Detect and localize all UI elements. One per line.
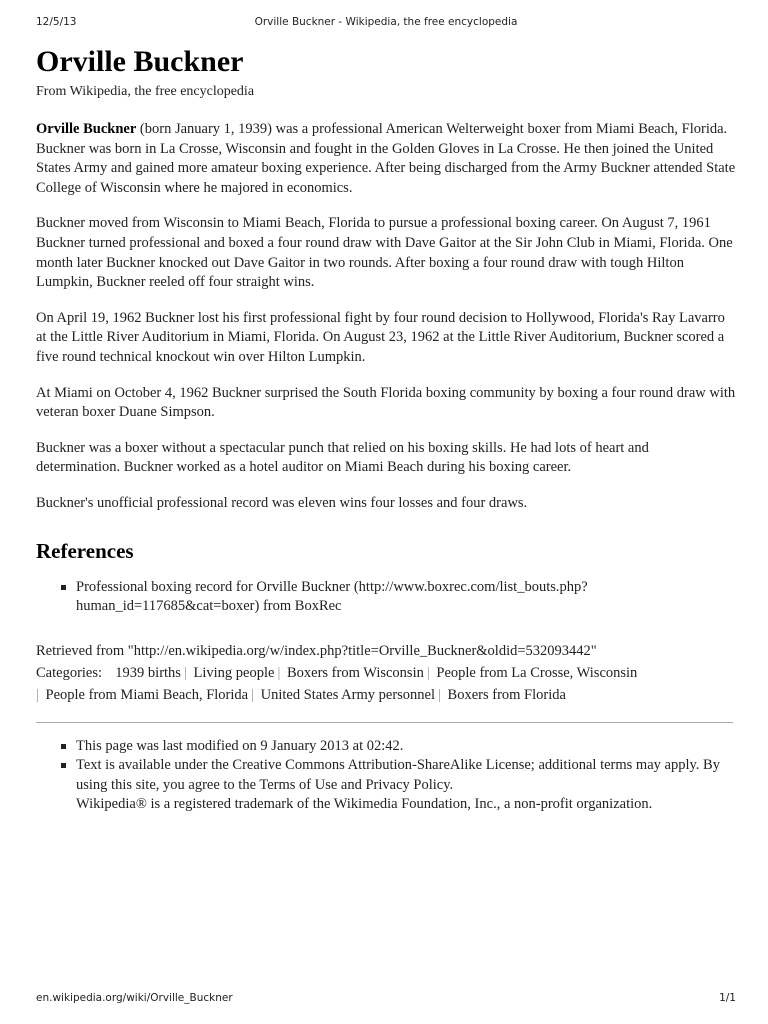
print-url: en.wikipedia.org/wiki/Orville_Buckner [36, 992, 233, 1004]
trademark-notice: Wikipedia® is a registered trademark of the Wikimedia Foundation, Inc., a non-profit organization. [76, 796, 653, 813]
retrieved-from[interactable]: Retrieved from "http://en.wikipedia.org/w/index.php?title=Orville_Buckner&oldid=532093442" [36, 642, 597, 659]
page-number: 1/1 [719, 992, 736, 1004]
categories-bar: Categories: 1939 births | Living people | Boxers from Wisconsin | People from La Crosse, Wisconsin | People from Miami Beach, Florida | United States Army personnel | Boxers from Florida [36, 664, 638, 703]
print-title: Orville Buckner - Wikipedia, the free encyclopedia [254, 16, 518, 28]
site-tagline: From Wikipedia, the free encyclopedia [36, 84, 255, 99]
subject-name: Orville Buckner [36, 121, 137, 137]
bullet-icon [61, 585, 66, 590]
page-title: Orville Buckner [36, 45, 244, 78]
category-link[interactable]: People from Miami Beach, Florida [45, 686, 249, 703]
footer-info-list [36, 737, 736, 815]
license-notice: Text is available under the Creative Commons Attribution-ShareAlike License; additional terms may apply. By using this site, you agree to the Terms of Use and Privacy Policy. Wikipedia® is a registered trademark of the Wikimedia Foundation, Inc., a non-profit organization. [76, 756, 736, 815]
intro-text: (born January 1, 1939) was a professional American Welterweight boxer from Miami Beach, Florida. Buckner was born in La Crosse, Wisconsin and fought in the Golden Gloves in La Crosse. He then joined the United States Army and gained more amateur boxing experience. After being discharged from the Army Buckner attended State College of Wisconsin where he majored in economics. [36, 121, 736, 196]
paragraph: Buckner's unofficial professional record was eleven wins four losses and four draws. [36, 494, 528, 511]
article-body [36, 120, 736, 514]
paragraph: Buckner was a boxer without a spectacular punch that relied on his boxing skills. He had lots of heart and determination. Buckner worked as a hotel auditor on Miami Beach during his boxing career. [36, 439, 649, 476]
last-modified: This page was last modified on 9 January 2013 at 02:42. [76, 737, 736, 757]
intro-paragraph [36, 120, 736, 198]
category-link[interactable]: United States Army personnel [260, 686, 436, 703]
paragraph: At Miami on October 4, 1962 Buckner surprised the South Florida boxing community by boxing a four round draw with veteran boxer Duane Simpson. [36, 384, 736, 421]
references-heading: References [36, 538, 134, 563]
category-link[interactable]: Boxers from Florida [447, 686, 566, 703]
bullet-icon [61, 744, 66, 749]
category-link[interactable]: 1939 births [115, 664, 181, 681]
category-link[interactable]: Living people [193, 664, 275, 681]
article-content [36, 44, 736, 815]
category-link[interactable]: Boxers from Wisconsin [286, 664, 424, 681]
bullet-icon [61, 763, 66, 768]
references-list [36, 578, 736, 617]
reference-item[interactable] [76, 578, 736, 617]
category-link[interactable]: People from La Crosse, Wisconsin [436, 664, 638, 681]
categories-label: Categories: [36, 664, 103, 681]
print-date: 12/5/13 [36, 16, 77, 28]
footer-divider [36, 722, 733, 723]
paragraph: On April 19, 1962 Buckner lost his first professional fight by four round decision to Hollywood, Florida's Ray Lavarro at the Little River Auditorium in Miami, Florida. On August 23, 1962 at the Little River Auditorium, Buckner scored a five round technical knockout win over Hilton Lumpkin. [36, 309, 725, 365]
paragraph: Buckner moved from Wisconsin to Miami Beach, Florida to pursue a professional boxing career. On August 7, 1961 Buckner turned professional and boxed a four round draw with Dave Gaitor at the Sir John Club in Miami, Florida. One month later Buckner knocked out Dave Gaitor in two rounds. After boxing a four round draw with tough Hilton Lumpkin, Buckner reeled off four straight wins. [36, 215, 733, 291]
reference-link[interactable]: Professional boxing record for Orville Buckner (http://www.boxrec.com/list_bouts.php?human_id=117685&cat=boxer) from BoxRec [76, 578, 588, 615]
